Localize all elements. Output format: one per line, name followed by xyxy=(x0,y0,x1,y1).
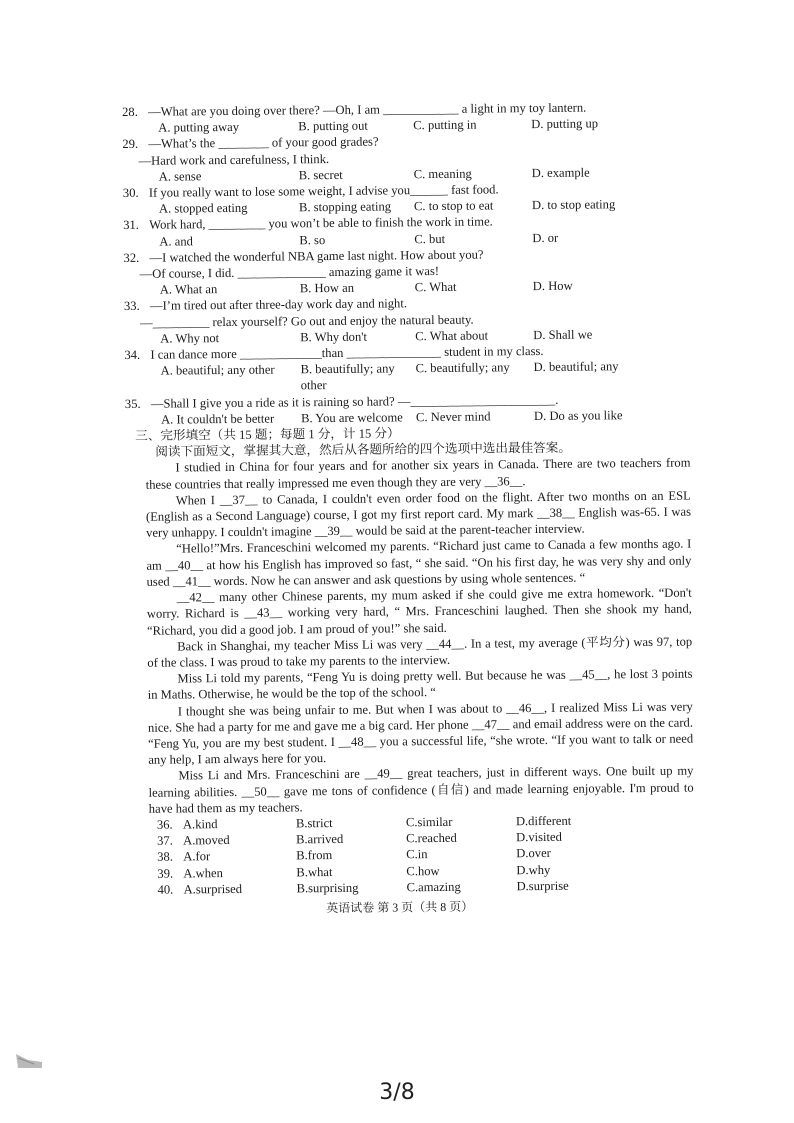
cloze-number: 38. xyxy=(157,849,174,865)
answer-option: B. Why don't xyxy=(300,329,368,345)
answer-option: B. so xyxy=(299,232,326,247)
passage-paragraph: Back in Shanghai, my teacher Miss Li was very __44__. In a test, my average (平均分) was 97, top of the class. I was proud to take my parents to the interview. xyxy=(147,634,693,670)
answer-option: B. secret xyxy=(298,167,343,183)
answer-option: A. Why not xyxy=(160,330,220,346)
cloze-option: C.reached xyxy=(405,830,457,846)
section-instruction: 阅读下面短文，掌握其大意，然后从各题所给的四个选项中选出最佳答案。 xyxy=(155,440,571,459)
answer-option: D. or xyxy=(532,230,559,245)
cloze-number: 36. xyxy=(156,817,173,832)
answer-option: A. What an xyxy=(159,282,218,297)
answer-option: A. and xyxy=(159,233,193,249)
cloze-option: B.what xyxy=(296,864,333,879)
answer-option: B. beautifully; any other xyxy=(300,361,395,393)
answer-option: A. putting away xyxy=(158,120,240,135)
cloze-options xyxy=(129,811,710,898)
cloze-option: B.surprising xyxy=(296,880,359,896)
cloze-option: A.moved xyxy=(183,833,230,848)
answer-option: C. putting in xyxy=(413,117,477,133)
question-number: 30. xyxy=(122,185,139,201)
question-item xyxy=(122,98,702,136)
cloze-option: A.for xyxy=(183,849,211,864)
question-text: —What are you doing over there? —Oh, I am ____________ a light in my toy lantern. xyxy=(148,100,587,119)
cloze-option: D.different xyxy=(515,813,572,829)
answer-option: A. sense xyxy=(158,169,202,184)
answer-option: C. What xyxy=(414,280,457,295)
question-item xyxy=(123,179,703,217)
question-number: 29. xyxy=(122,137,139,152)
question-text: —_________ relax yourself? Go out and enjoy the natural beauty. xyxy=(140,312,474,330)
answer-option: A. beautiful; any other xyxy=(160,362,275,378)
answer-option: D. Do as you like xyxy=(533,408,623,423)
question-text: —Hard work and carefulness, I think. xyxy=(138,151,330,168)
answer-option: B. putting out xyxy=(298,118,368,134)
answer-option: B. How an xyxy=(299,281,355,296)
cloze-number: 37. xyxy=(157,833,173,848)
answer-option: B. stopping eating xyxy=(298,199,392,215)
answer-option: A. It couldn't be better xyxy=(160,411,275,427)
scanner-mark-icon xyxy=(14,1050,44,1072)
page-footer: 英语试卷 第 3 页（共 8 页） xyxy=(326,899,474,916)
answer-option: B. You are welcome xyxy=(300,410,403,426)
cloze-option: D.why xyxy=(516,862,551,877)
question-text: —I’m tired out after three-day work day and night. xyxy=(149,296,408,314)
section-title: 三、完形填空（共 15 题；每题 1 分，计 15 分） xyxy=(135,426,400,443)
answer-option: D. How xyxy=(532,278,573,294)
answer-options xyxy=(124,358,704,396)
passage-paragraph: “Hello!”Mrs. Franceschini welcomed my parents. “Richard just came to Canada a few months ago. I am __40__ at how his English has improved so fast, “ she said. “On his first day, he was very shy and only used __41__ words. Now he can answer and ask questions by using whole sentences. “ xyxy=(146,537,692,589)
question-number: 34. xyxy=(124,347,141,363)
answer-option: C. to stop to eat xyxy=(413,198,494,214)
question-text: I can dance more _____________than _______________ student in my class. xyxy=(150,344,544,362)
answer-option: D. example xyxy=(531,165,590,180)
question-item xyxy=(123,244,703,298)
cloze-option: A.kind xyxy=(182,817,218,832)
scanned-sheet xyxy=(122,98,710,918)
multiple-choice-section xyxy=(122,98,705,428)
passage-paragraph: I studied in China for four years and for another six years in Canada. There are two teachers from these countries that really impressed me even though they are very __36__. xyxy=(145,456,691,492)
cloze-option: B.from xyxy=(296,848,333,863)
cloze-option: D.surprise xyxy=(516,878,569,893)
question-text: —Shall I give you a ride as it is raining so hard? —_______________________. xyxy=(150,392,559,411)
answer-option: D. to stop eating xyxy=(531,197,616,213)
question-number: 32. xyxy=(123,250,140,265)
page-indicator: 3/8 xyxy=(379,1080,415,1105)
passage-paragraph: __42__ many other Chinese parents, my mum asked if she could give me extra homework. “Don't worry. Richard is __43__ working very hard, “ Mrs. Franceschini laughed. Then she shook my hand, “Richard, you did a good job. I am proud of you!” she said. xyxy=(146,585,692,638)
answer-option: C. What about xyxy=(415,328,489,344)
cloze-option: A.surprised xyxy=(183,881,243,897)
answer-option: C. beautifully; any xyxy=(415,360,510,376)
question-item xyxy=(125,390,705,428)
cloze-passage xyxy=(125,455,693,817)
question-text: Work hard, _________ you won’t be able to finish the work in time. xyxy=(149,214,493,233)
answer-option: D. putting up xyxy=(531,116,599,132)
question-number: 35. xyxy=(124,396,141,411)
answer-option: C. but xyxy=(414,231,446,246)
cloze-option: B.strict xyxy=(295,815,333,831)
cloze-option: C.amazing xyxy=(406,879,461,895)
answer-option: D. Shall we xyxy=(533,327,593,342)
answer-option: A. stopped eating xyxy=(158,201,248,216)
cloze-option: D.over xyxy=(516,846,551,861)
question-item xyxy=(124,341,704,395)
cloze-option: C.how xyxy=(406,863,440,878)
cloze-option: C.in xyxy=(406,847,428,862)
question-number: 31. xyxy=(123,218,139,233)
cloze-option: D.visited xyxy=(515,829,562,845)
answer-option: C. meaning xyxy=(413,166,472,182)
question-text: If you really want to lose some weight, I advise you______ fast food. xyxy=(148,182,499,200)
passage-paragraph: When I __37__ to Canada, I couldn't even order food on the flight. After two months on an ESL (English as a Second Language) course, I got my first report card. My mark __38__ English was-65. I was very unhappy. I couldn't imagine __39__ would be said at the parent-teacher interview. xyxy=(145,488,692,541)
answer-option: C. Never mind xyxy=(415,409,491,425)
question-text: —What’s the ________ of your good grades? xyxy=(148,134,379,152)
cloze-number: 40. xyxy=(157,882,174,897)
question-item xyxy=(123,212,703,250)
passage-paragraph: Miss Li told my parents, “Feng Yu is doing pretty well. But because he was __45__, he lost 3 points in Maths. Otherwise, he would be the top of the school. “ xyxy=(147,666,693,703)
cloze-option: C.similar xyxy=(405,814,453,830)
question-item xyxy=(122,131,702,185)
question-number: 33. xyxy=(123,299,140,314)
cloze-option: B.arrived xyxy=(296,832,344,847)
passage-paragraph: Miss Li and Mrs. Franceschini are __49__ great teachers, just in different ways. One built up my learning abilities. __50__ gave me tons of confidence (自信) and made learning enjoyable. I'm proud to have had them as my teachers. xyxy=(148,763,694,816)
cloze-option: A.when xyxy=(183,865,223,880)
answer-option: D. beautiful; any xyxy=(533,359,619,375)
question-text: —I watched the wonderful NBA game last night. How about you? xyxy=(149,247,484,265)
cloze-number: 39. xyxy=(157,866,174,881)
question-item xyxy=(124,293,704,347)
question-number: 28. xyxy=(122,104,138,119)
question-text: —Of course, I did. ______________ amazing game it was! xyxy=(139,263,440,281)
passage-paragraph: I thought she was being unfair to me. But when I was about to __46__, I realized Miss Li was very nice. She had a party for me and gave me a big card. Her phone __47__ and email address were on the card. “Feng Yu, you are my best student. I __48__ you a successful life, “she wrote. “If you want to talk or need any help, I am always here for you. xyxy=(147,699,694,767)
